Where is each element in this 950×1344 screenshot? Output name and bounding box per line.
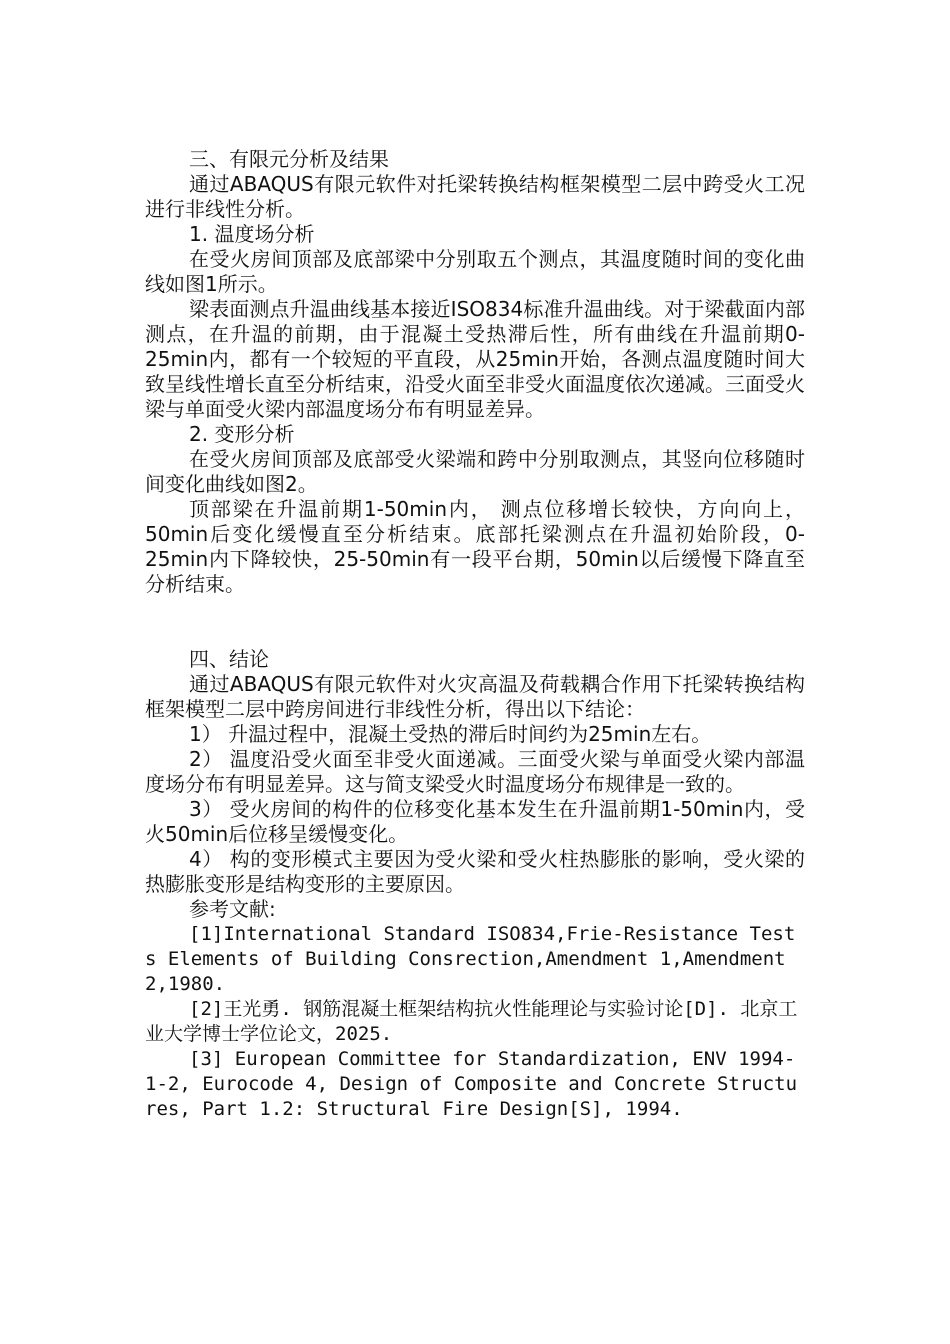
conclusion-item-4: 4） 构的变形模式主要因为受火梁和受火柱热膨胀的影响，受火梁的热膨胀变形是结构变形的主要原因。	[145, 847, 805, 896]
conclusion-item-1: 1） 升温过程中，混凝土受热的滞后时间约为25min左右。	[189, 722, 712, 746]
subsection-1-paragraph-2: 梁表面测点升温曲线基本接近ISO834标准升温曲线。对于梁截面内部测点，在升温的前期，由于混凝土受热滞后性，所有曲线在升温前期0-25min内，都有一个较短的平直段，从25min开始，各测点温度随时间大致呈线性增长直至分析结束，沿受火面至非受火面温度依次递减。三面受火梁与单面受火梁内部温度场分布有明显差异。	[145, 297, 805, 421]
subsection-2-paragraph-2: 顶部梁在升温前期1-50min内， 测点位移增长较快，方向向上，50min后变化缓慢直至分析结束。底部托梁测点在升温初始阶段，0-25min内下降较快，25-50min有一段平台期，50min以后缓慢下降直至分析结束。	[145, 497, 805, 596]
section-3-intro: 通过ABAQUS有限元软件对托梁转换结构框架模型二层中跨受火工况进行非线性分析。	[145, 172, 805, 221]
conclusion-item-3: 3） 受火房间的构件的位移变化基本发生在升温前期1-50min内，受火50min后位移呈缓慢变化。	[145, 797, 805, 846]
references-heading: 参考文献:	[189, 897, 276, 921]
subsection-1-heading: 1. 温度场分析	[189, 222, 315, 246]
reference-item-3: [3] European Committee for Standardization, ENV 1994-1-2, Eurocode 4, Design of Composite and Concrete Structures, Part 1.2: Structural Fire Design[S], 1994.	[145, 1048, 798, 1120]
reference-item-1: [1]International Standard ISO834,Frie-Resistance Tests Elements of Building Consrection,Amendment 1,Amendment2,1980.	[145, 923, 796, 995]
section-4-heading: 四、结论	[189, 647, 269, 671]
subsection-2-paragraph-1: 在受火房间顶部及底部受火梁端和跨中分别取测点，其竖向位移随时间变化曲线如图2。	[145, 447, 805, 496]
conclusion-item-2: 2） 温度沿受火面至非受火面递减。三面受火梁与单面受火梁内部温度场分布有明显差异。这与简支梁受火时温度场分布规律是一致的。	[145, 747, 805, 796]
subsection-2-heading: 2. 变形分析	[189, 422, 295, 446]
section-spacer	[145, 597, 805, 647]
subsection-1-paragraph-1: 在受火房间顶部及底部梁中分别取五个测点，其温度随时间的变化曲线如图1所示。	[145, 247, 805, 296]
section-3-heading: 三、有限元分析及结果	[189, 147, 389, 171]
document-page	[145, 147, 805, 1122]
reference-item-2: [2]王光勇. 钢筋混凝土框架结构抗火性能理论与实验讨论[D]. 北京工业大学博士学位论文，2025.	[145, 998, 798, 1045]
section-4-intro: 通过ABAQUS有限元软件对火灾高温及荷载耦合作用下托梁转换结构框架模型二层中跨房间进行非线性分析，得出以下结论：	[145, 672, 805, 721]
